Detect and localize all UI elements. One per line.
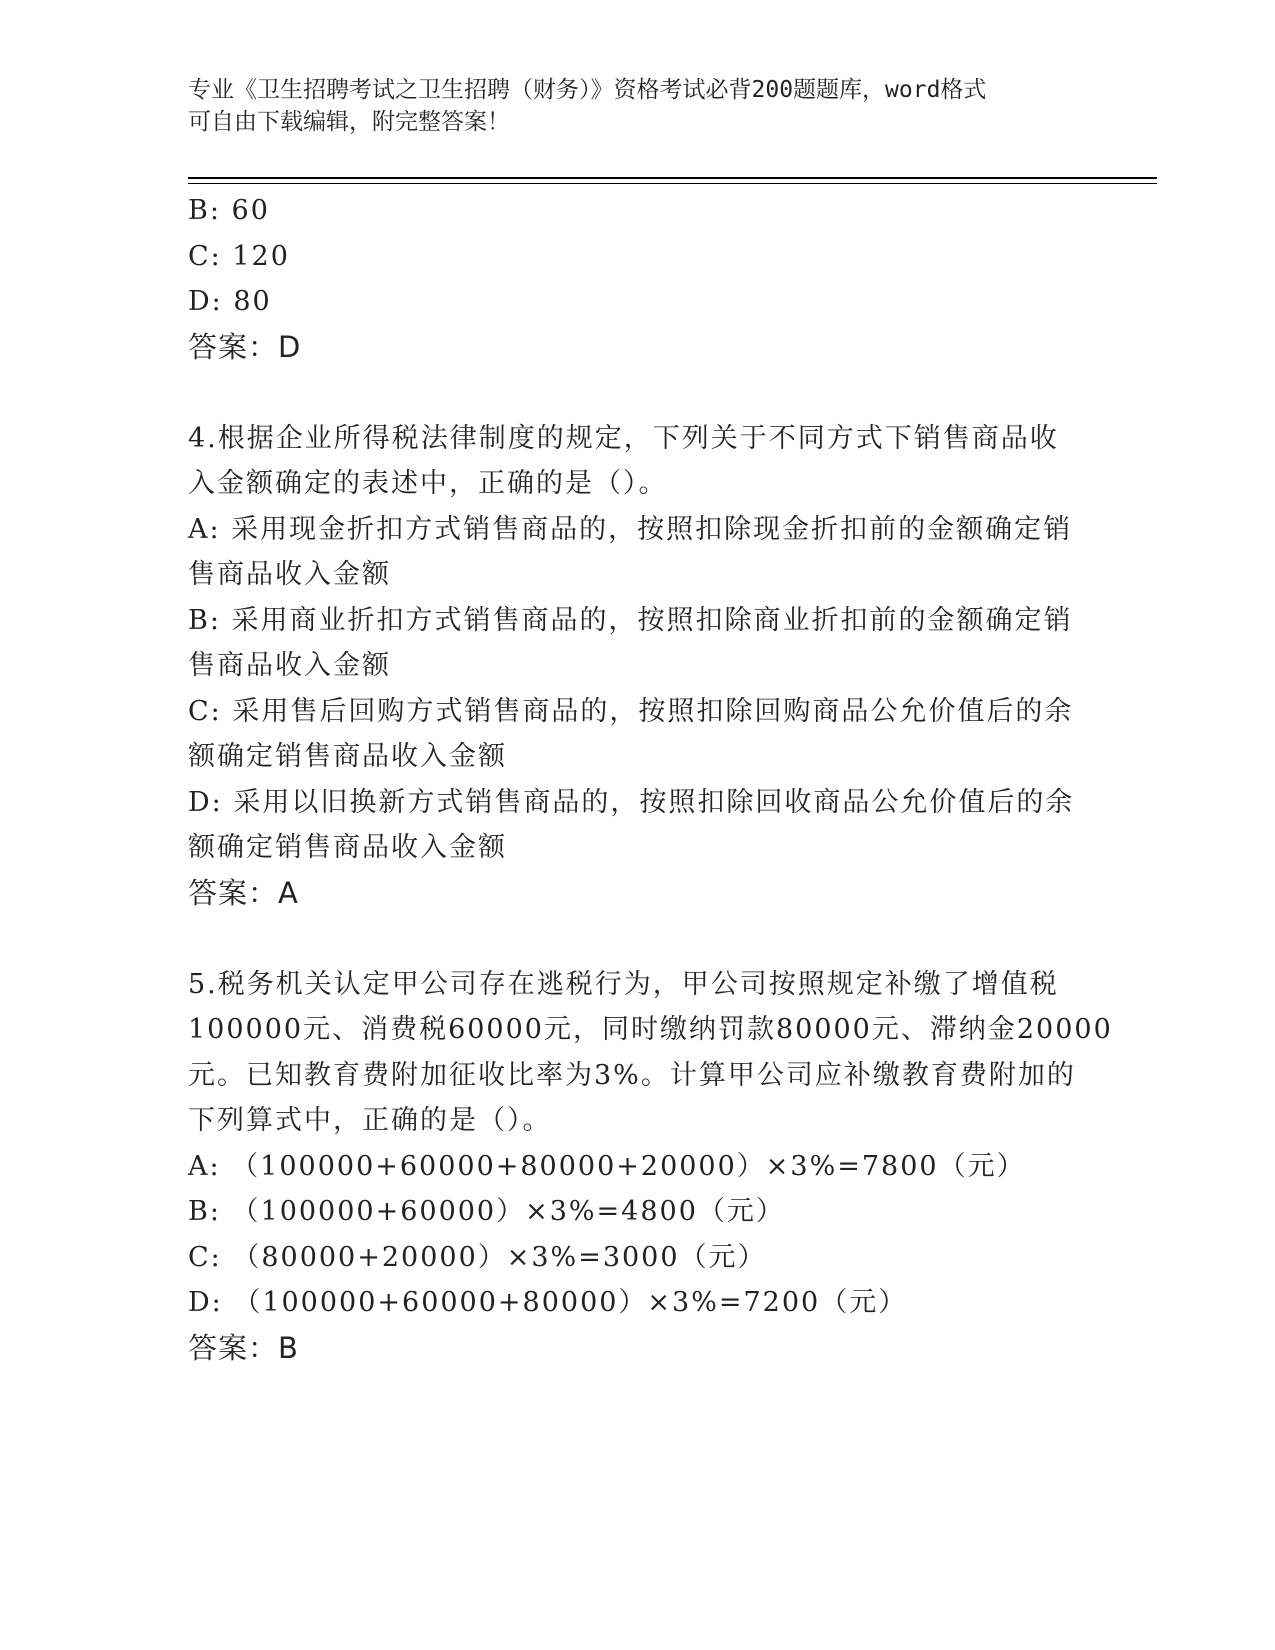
q5-option-a: A: （100000+60000+80000+20000）×3%=7800（元） xyxy=(188,1150,1026,1182)
q3-option-c: C: 120 xyxy=(188,240,290,272)
q4-option-a-line-2: 售商品收入金额 xyxy=(188,559,391,590)
spacer xyxy=(188,370,1088,416)
q4-answer: 答案：A xyxy=(188,875,299,910)
q4-stem-line-2: 入金额确定的表述中，正确的是（）。 xyxy=(188,468,668,499)
q5-answer: 答案：B xyxy=(188,1330,299,1365)
q5-option-b: B: （100000+60000）×3%=4800（元） xyxy=(188,1196,785,1227)
document-header xyxy=(188,74,1068,138)
q5-option-d: D: （100000+60000+80000）×3%=7200（元） xyxy=(188,1287,908,1318)
question-5 xyxy=(188,962,1113,1372)
q3-answer: 答案：D xyxy=(188,329,302,364)
q3-option-d: D: 80 xyxy=(188,286,272,317)
q5-stem-line-1: 5.税务机关认定甲公司存在逃税行为，甲公司按照规定补缴了增值税 xyxy=(188,968,1059,1000)
document-body xyxy=(188,188,1113,1371)
q4-option-b-line-1: B: 采用商业折扣方式销售商品的，按照扣除商业折扣前的金额确定销 xyxy=(188,604,1073,636)
q4-option-a-line-1: A: 采用现金折扣方式销售商品的，按照扣除现金折扣前的金额确定销 xyxy=(188,513,1073,545)
q4-option-d-line-2: 额确定销售商品收入金额 xyxy=(188,832,507,863)
q4-option-b-line-2: 售商品收入金额 xyxy=(188,650,391,681)
q5-stem-line-4: 下列算式中，正确的是（）。 xyxy=(188,1105,552,1136)
q4-stem-line-1: 4.根据企业所得税法律制度的规定，下列关于不同方式下销售商品收 xyxy=(188,422,1059,454)
header-divider-thin xyxy=(188,183,1157,184)
header-line-2: 可自由下载编辑，附完整答案！ xyxy=(188,109,510,135)
question-3-tail xyxy=(188,188,1088,370)
q5-stem-line-3: 元。已知教育费附加征收比率为3%。计算甲公司应补缴教育费附加的 xyxy=(188,1059,1076,1091)
q5-stem-line-2: 100000元、消费税60000元，同时缴纳罚款80000元、滞纳金20000 xyxy=(188,1014,1113,1045)
header-divider-thick xyxy=(188,177,1157,179)
q4-option-d-line-1: D: 采用以旧换新方式销售商品的，按照扣除回收商品公允价值后的余 xyxy=(188,786,1075,818)
question-4 xyxy=(188,416,1088,917)
q5-option-c: C: （80000+20000）×3%=3000（元） xyxy=(188,1241,767,1273)
spacer xyxy=(188,916,1088,962)
q3-option-b: B: 60 xyxy=(188,195,270,226)
q4-option-c-line-1: C: 采用售后回购方式销售商品的，按照扣除回购商品公允价值后的余 xyxy=(188,695,1074,727)
header-line-1: 专业《卫生招聘考试之卫生招聘（财务）》资格考试必背200题题库，word格式 xyxy=(188,77,987,103)
q4-option-c-line-2: 额确定销售商品收入金额 xyxy=(188,741,507,772)
